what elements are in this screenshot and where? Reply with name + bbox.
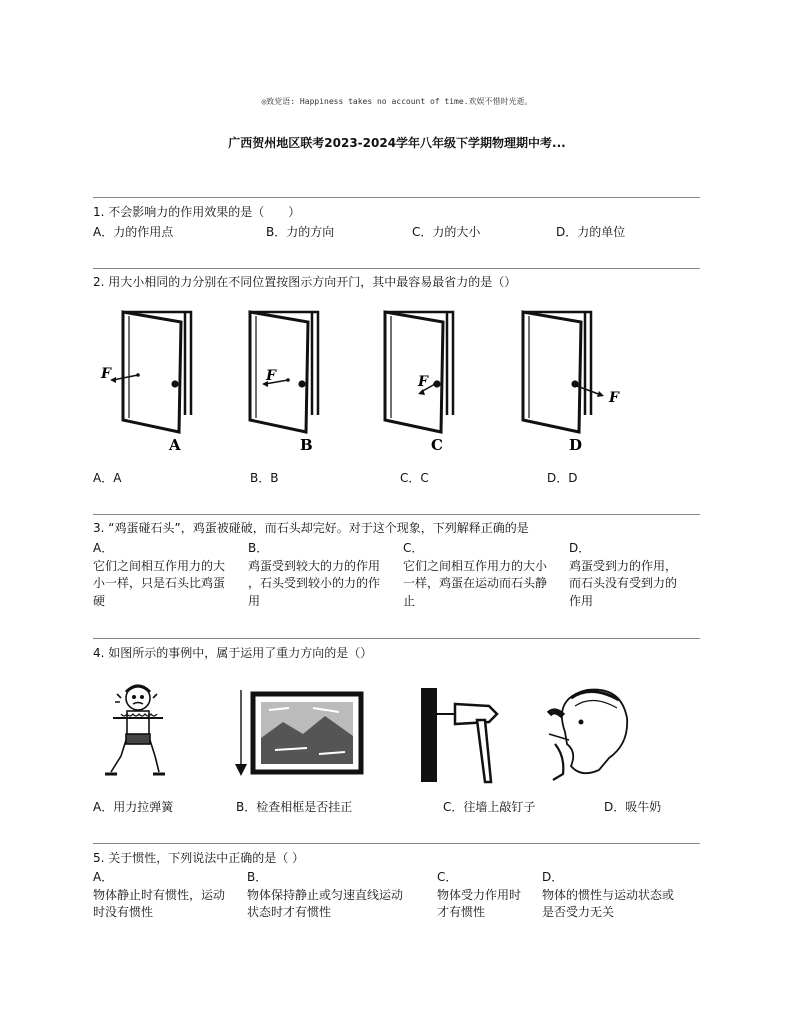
- q5-option-d: [542, 869, 700, 922]
- option-line: 才有惯性: [437, 905, 486, 919]
- q4-stem: 4. 如图所示的事例中，属于运用了重力方向的是（）: [93, 646, 373, 660]
- option-letter: B．: [247, 870, 268, 884]
- q1-option-d: D．力的单位: [556, 225, 626, 239]
- option-line: ，石头受到较小的力的作: [248, 576, 381, 590]
- q4-option-a: A．用力拉弹簧: [93, 800, 174, 814]
- option-letter: C．: [403, 541, 424, 555]
- option-line: 硬: [93, 593, 106, 608]
- option-line: 物体静止时有惯性，运动: [93, 887, 226, 902]
- q4-option-c: C．往墙上敲钉子: [443, 800, 536, 814]
- q1-option-c: C．力的大小: [412, 225, 481, 239]
- q3-option-c: [403, 540, 569, 610]
- plumb-line-frame-figure: [235, 690, 361, 776]
- option-line: 物体的惯性与运动状态或: [542, 887, 675, 902]
- door-label-c: C: [431, 436, 443, 454]
- option-line: 一样，鸡蛋在运动而石头静: [403, 576, 548, 590]
- drinking-milk-figure: [549, 690, 627, 780]
- q2-option-c: C．C: [400, 471, 429, 485]
- q2-option-d: D．D: [547, 471, 578, 485]
- option-line: 物体保持静止或匀速直线运动: [247, 887, 404, 902]
- q5-option-b: [247, 869, 437, 922]
- door-figure-c: [385, 312, 453, 454]
- option-line: 鸡蛋受到力的作用，: [569, 558, 678, 573]
- q4-option-d: D．吸牛奶: [604, 800, 662, 814]
- door-figures: [93, 300, 633, 460]
- option-line: 是否受力无关: [542, 905, 615, 919]
- divider: [93, 514, 700, 515]
- page-title: 广西贺州地区联考2023-2024学年八年级下学期物理期中考...: [228, 136, 566, 150]
- q3-option-d: [569, 540, 699, 610]
- q2-stem: 2. 用大小相同的力分别在不同位置按图示方向开门，其中最容易最省力的是（）: [93, 275, 517, 289]
- q3-option-a: [93, 540, 248, 610]
- option-line: 鸡蛋受到较大的力的作用: [248, 558, 381, 573]
- door-label-a: A: [169, 436, 181, 454]
- option-line: 而石头没有受到力的: [569, 576, 678, 590]
- option-letter: B．: [248, 541, 269, 555]
- option-line: 它们之间相互作用力的大: [93, 558, 226, 573]
- door-figure-a: [100, 312, 191, 454]
- q3-stem: 3. “鸡蛋碰石头”，鸡蛋被碰破，而石头却完好。对于这个现象，下列解释正确的是: [93, 521, 529, 535]
- option-line: 时没有惯性: [93, 905, 154, 919]
- q5-option-c: [437, 869, 542, 922]
- q5-option-a: [93, 869, 247, 922]
- divider: [93, 638, 700, 639]
- spring-stretch-figure: [105, 686, 165, 774]
- option-line: 止: [403, 593, 416, 608]
- option-line: 小一样，只是石头比鸡蛋: [93, 576, 226, 590]
- option-letter: D．: [542, 870, 564, 884]
- option-line: 用: [248, 593, 261, 608]
- option-line: 物体受力作用时: [437, 887, 522, 902]
- divider: [93, 197, 700, 198]
- door-label-d: D: [569, 436, 583, 454]
- force-label: F: [609, 390, 619, 406]
- force-label: F: [266, 368, 276, 384]
- option-letter: D．: [569, 541, 591, 555]
- door-label-b: B: [300, 436, 313, 454]
- q5-stem: 5. 关于惯性，下列说法中正确的是（ ）: [93, 851, 305, 865]
- q1-option-b: B．力的方向: [266, 225, 335, 239]
- q2-option-b: B．B: [250, 471, 279, 485]
- force-label: F: [101, 366, 111, 382]
- option-line: 状态时才有惯性: [247, 905, 332, 919]
- hammer-nail-figure: [421, 688, 497, 782]
- door-figure-b: [250, 312, 318, 454]
- q4-figures: [93, 678, 633, 788]
- q3-option-b: [248, 540, 403, 610]
- motto-line: ◎致党语: Happiness takes no account of time.欢娱不惜时光逝。: [261, 97, 533, 106]
- q2-option-a: A．A: [93, 471, 122, 485]
- divider: [93, 268, 700, 269]
- q4-option-b: B．检查相框是否挂正: [236, 800, 353, 814]
- q1-stem: 1. 不会影响力的作用效果的是（ ）: [93, 205, 301, 219]
- force-label: F: [418, 374, 428, 390]
- option-letter: A．: [93, 541, 114, 555]
- q1-option-a: A．力的作用点: [93, 225, 174, 239]
- divider: [93, 843, 700, 844]
- option-line: 它们之间相互作用力的大小: [403, 558, 548, 573]
- option-line: 作用: [569, 593, 594, 608]
- door-figure-d: [523, 312, 620, 454]
- option-letter: A．: [93, 870, 114, 884]
- option-letter: C．: [437, 870, 458, 884]
